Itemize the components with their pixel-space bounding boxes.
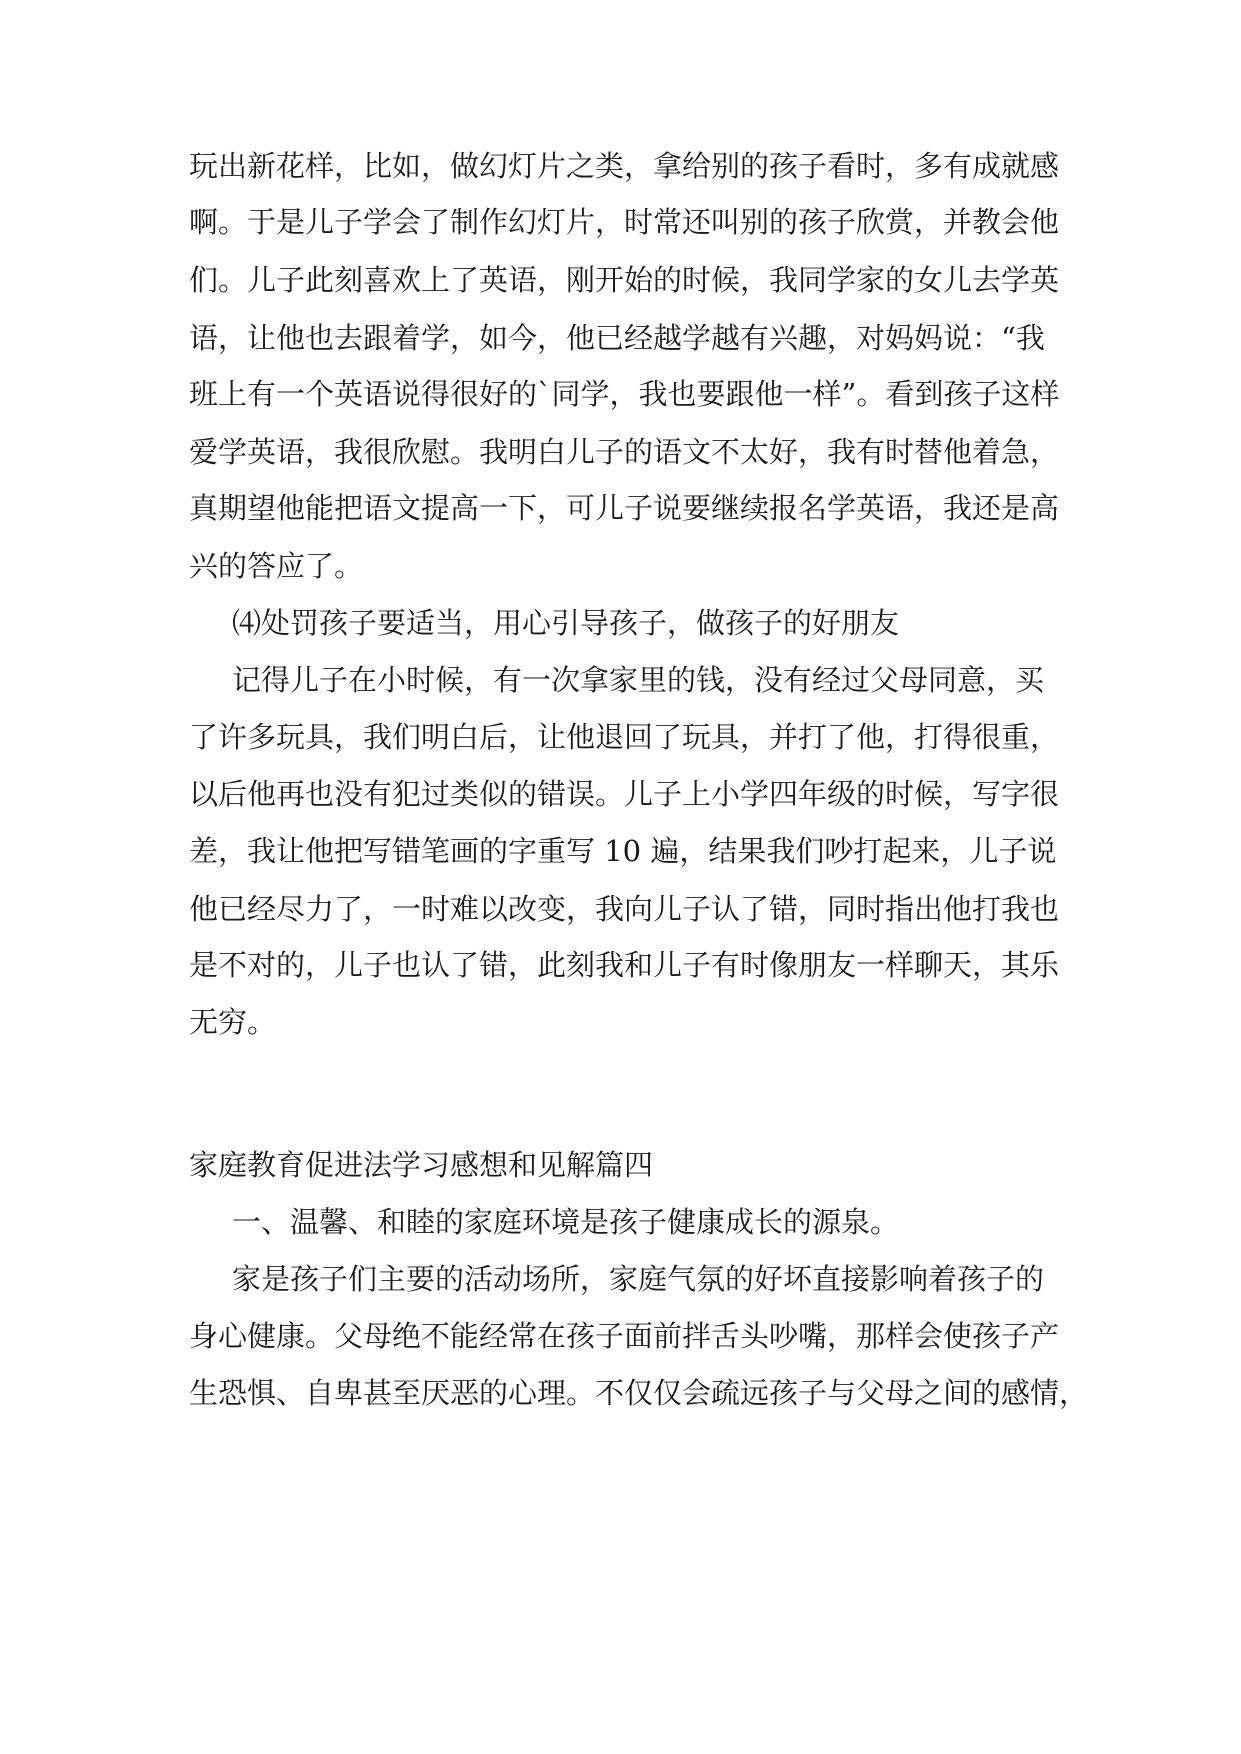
paragraph-line: 兴的答应了。 bbox=[189, 549, 364, 583]
paragraph-line: 是不对的，儿子也认了错，此刻我和儿子有时像朋友一样聊天，其乐 bbox=[189, 948, 1060, 982]
paragraph-line: 班上有一个英语说得很好的`同学，我也要跟他一样”。看到孩子这样 bbox=[189, 377, 1060, 411]
paragraph-line: 记得儿子在小时候，有一次拿家里的钱，没有经过父母同意，买 bbox=[232, 663, 1045, 697]
paragraph-line: 家是孩子们主要的活动场所，家庭气氛的好坏直接影响着孩子的 bbox=[232, 1262, 1045, 1296]
paragraph-line: 啊。于是儿子学会了制作幻灯片，时常还叫别的孩子欣赏，并教会他 bbox=[189, 205, 1060, 239]
paragraph-line: 真期望他能把语文提高一下，可儿子说要继续报名学英语，我还是高 bbox=[189, 491, 1060, 525]
section-subheading: ⑷处罚孩子要适当，用心引导孩子，做孩子的好朋友 bbox=[232, 606, 900, 640]
paragraph-line: 生恐惧、自卑甚至厌恶的心理。不仅仅会疏远孩子与父母之间的感情， bbox=[189, 1376, 1089, 1410]
paragraph-line: 玩出新花样，比如，做幻灯片之类，拿给别的孩子看时，多有成就感 bbox=[189, 149, 1060, 183]
paragraph-line: 以后他再也没有犯过类似的错误。儿子上小学四年级的时候，写字很 bbox=[189, 777, 1060, 811]
paragraph-line: 了许多玩具，我们明白后，让他退回了玩具，并打了他，打得很重， bbox=[189, 720, 1060, 754]
paragraph-line: 身心健康。父母绝不能经常在孩子面前拌舌头吵嘴，那样会使孩子产 bbox=[189, 1319, 1060, 1353]
paragraph-line: 差，我让他把写错笔画的字重写 10 遍，结果我们吵打起来，儿子说 bbox=[189, 834, 1057, 868]
section-heading: 一、温馨、和睦的家庭环境是孩子健康成长的源泉。 bbox=[232, 1205, 900, 1239]
paragraph-line: 爱学英语，我很欣慰。我明白儿子的语文不太好，我有时替他着急， bbox=[189, 435, 1060, 469]
paragraph-line: 无穷。 bbox=[189, 1005, 277, 1039]
section-title: 家庭教育促进法学习感想和见解篇四 bbox=[189, 1148, 654, 1182]
paragraph-line: 语，让他也去跟着学，如今，他已经越学越有兴趣，对妈妈说：“我 bbox=[189, 321, 1045, 355]
paragraph-line: 们。儿子此刻喜欢上了英语，刚开始的时候，我同学家的女儿去学英 bbox=[189, 263, 1060, 297]
paragraph-line: 他已经尽力了，一时难以改变，我向儿子认了错，同时指出他打我也 bbox=[189, 892, 1060, 926]
